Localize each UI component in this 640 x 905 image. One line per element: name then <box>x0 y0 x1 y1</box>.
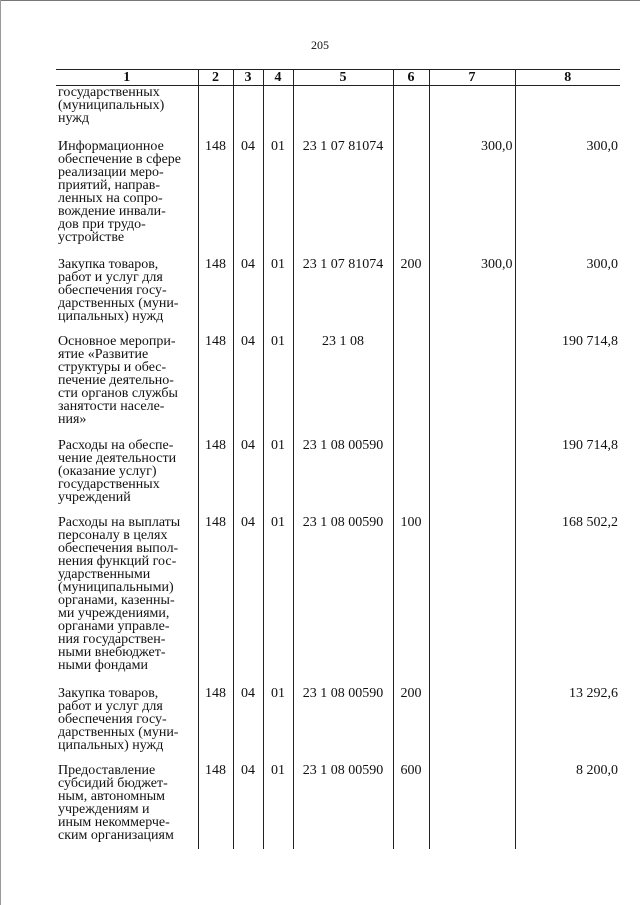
row-c3: 04 <box>233 516 263 687</box>
row-name: Основное меропри- ятие «Развитие структуры и обес- печение деятельно- сти органов службы занятости населе- ния» <box>58 333 178 427</box>
row-c7: 300,0 <box>429 258 515 335</box>
row-c4: 01 <box>263 258 293 335</box>
column-header: 6 <box>393 70 429 86</box>
row-c3: 04 <box>233 140 263 258</box>
row-c6: 200 <box>393 687 429 764</box>
row-c5: 23 1 07 81074 <box>293 140 393 258</box>
row-c6: 100 <box>393 516 429 687</box>
row-c5: 23 1 08 00590 <box>293 516 393 687</box>
row-c2: 148 <box>198 140 233 258</box>
row-c6: 600 <box>393 764 429 849</box>
table-row <box>56 140 620 258</box>
row-c8: 13 292,6 <box>515 687 620 764</box>
row-c7: 300,0 <box>429 140 515 258</box>
column-header: 7 <box>429 70 515 86</box>
row-c4: 01 <box>263 335 293 439</box>
table-row <box>56 335 620 439</box>
row-c8: 190 714,8 <box>515 335 620 439</box>
row-c6 <box>393 140 429 258</box>
table-row <box>56 258 620 335</box>
row-c8: 190 714,8 <box>515 439 620 516</box>
row-c2: 148 <box>198 764 233 849</box>
row-c8: 300,0 <box>515 140 620 258</box>
column-header: 4 <box>263 70 293 86</box>
row-name: Расходы на выплаты персоналу в целях обеспечения выпол- нения функций гос- ударственными (муниципальными) органами, казенны- ми учреждениями, органами управле- ния государствен- ными внебюджет- ными фондами <box>58 514 181 673</box>
row-c4: 01 <box>263 439 293 516</box>
row-c6 <box>393 335 429 439</box>
row-name: Закупка товаров, работ и услуг для обеспечения госу- дарственных (муни- ципальных) нужд <box>58 685 179 753</box>
row-c3: 04 <box>233 258 263 335</box>
row-c5: 23 1 08 00590 <box>293 764 393 849</box>
column-header: 2 <box>198 70 233 86</box>
row-c8: 168 502,2 <box>515 516 620 687</box>
row-c5: 23 1 08 <box>293 335 393 439</box>
budget-table <box>56 69 620 849</box>
table-row <box>56 86 620 140</box>
row-c4: 01 <box>263 516 293 687</box>
row-name: Закупка товаров, работ и услуг для обеспечения госу- дарственных (муни- ципальных) нужд <box>58 256 179 324</box>
table-header-row <box>56 70 620 86</box>
row-name: государственных (муниципальных) нужд <box>58 85 165 126</box>
page-edge-top <box>0 0 640 1</box>
row-c8: 300,0 <box>515 258 620 335</box>
table-row <box>56 764 620 849</box>
row-c7 <box>429 439 515 516</box>
row-c3: 04 <box>233 335 263 439</box>
table-row <box>56 439 620 516</box>
row-c2: 148 <box>198 687 233 764</box>
column-header: 1 <box>56 70 198 86</box>
row-c6: 200 <box>393 258 429 335</box>
row-c2: 148 <box>198 258 233 335</box>
row-c6 <box>393 439 429 516</box>
column-header: 5 <box>293 70 393 86</box>
table-row <box>56 687 620 764</box>
row-c5: 23 1 08 00590 <box>293 687 393 764</box>
row-c8: 8 200,0 <box>515 764 620 849</box>
row-c4: 01 <box>263 764 293 849</box>
row-c7 <box>429 764 515 849</box>
table-row <box>56 516 620 687</box>
row-name: Предоставление субсидий бюджет- ным, автономным учреждениям и иным некоммерче- ским организациям <box>58 762 174 843</box>
row-c4: 01 <box>263 687 293 764</box>
row-c3: 04 <box>233 687 263 764</box>
row-c2: 148 <box>198 335 233 439</box>
row-c5: 23 1 08 00590 <box>293 439 393 516</box>
row-c2: 148 <box>198 439 233 516</box>
row-c5: 23 1 07 81074 <box>293 258 393 335</box>
row-name: Расходы на обеспе- чение деятельности (оказание услуг) государственных учреждений <box>58 437 177 505</box>
column-header: 8 <box>515 70 620 86</box>
row-c3: 04 <box>233 439 263 516</box>
row-name: Информационное обеспечение в сфере реализации меро- приятий, направ- ленных на сопро- вождение инвали- дов при трудо- устройстве <box>58 138 182 245</box>
row-c7 <box>429 335 515 439</box>
row-c4: 01 <box>263 140 293 258</box>
row-c7 <box>429 687 515 764</box>
page-number: 205 <box>311 38 329 52</box>
row-c7 <box>429 516 515 687</box>
row-c2: 148 <box>198 516 233 687</box>
row-c3: 04 <box>233 764 263 849</box>
column-header: 3 <box>233 70 263 86</box>
page-edge-left <box>0 0 1 905</box>
